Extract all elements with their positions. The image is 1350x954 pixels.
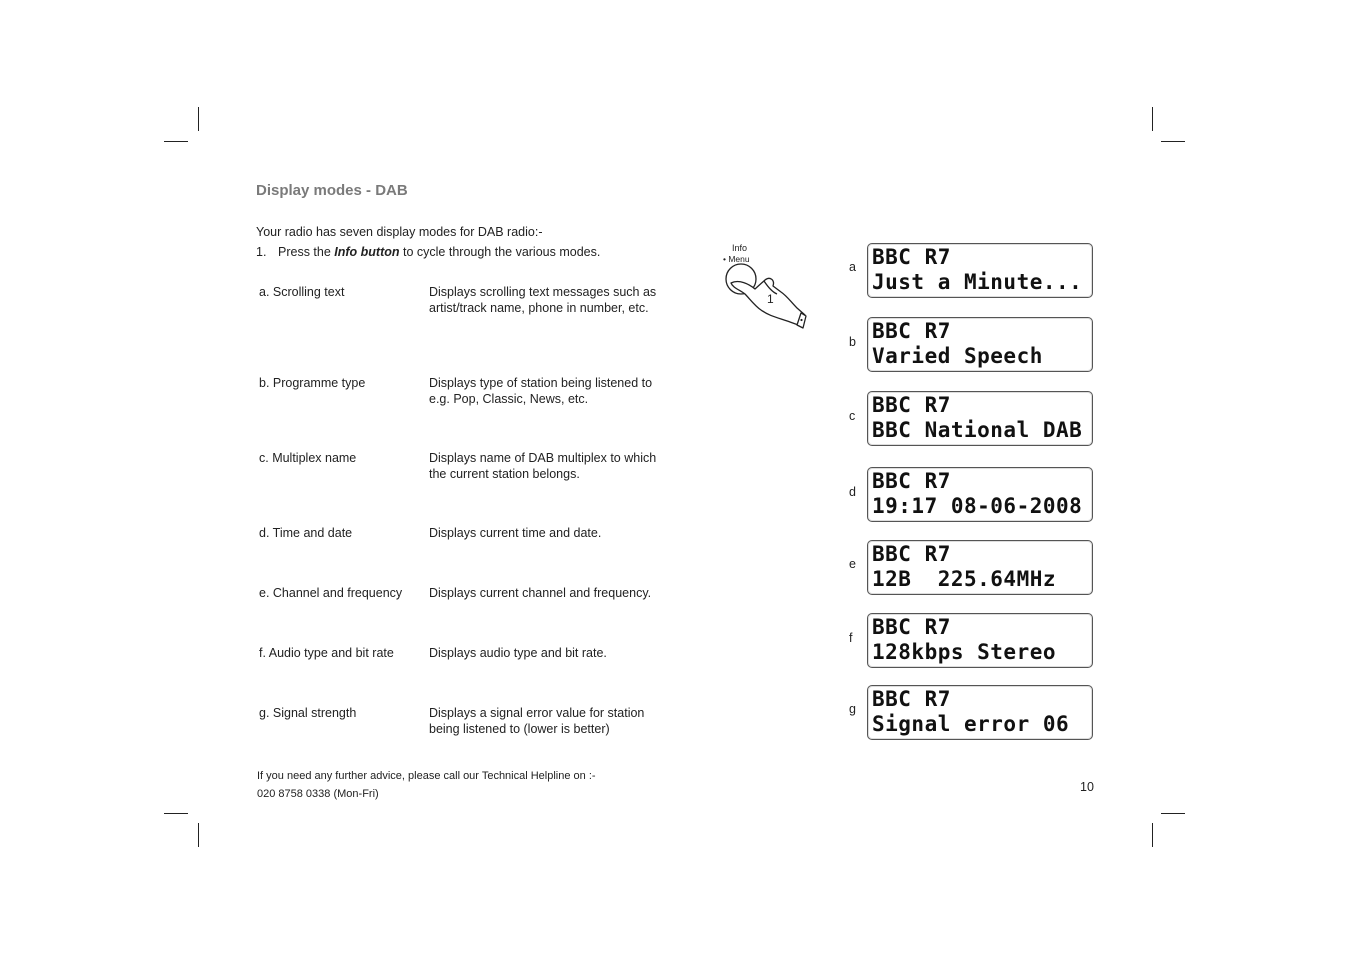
helpline-number: 020 8758 0338 (Mon-Fri)	[257, 788, 379, 800]
lcd-line-2: BBC National DAB	[872, 418, 1083, 442]
lcd-display-c	[867, 391, 1093, 446]
lcd-display-e	[867, 540, 1093, 595]
page-number: 10	[1080, 780, 1094, 794]
lcd-display-a	[867, 243, 1093, 298]
mode-description-f: Displays audio type and bit rate.	[429, 646, 607, 660]
crop-mark	[1161, 141, 1185, 142]
lcd-display-d	[867, 467, 1093, 522]
lcd-line-1: BBC R7	[872, 615, 951, 639]
cuff-dot-icon	[800, 319, 802, 321]
mode-description-e: Displays current channel and frequency.	[429, 586, 652, 600]
display-letter-d: d	[849, 485, 856, 499]
lcd-line-2: Varied Speech	[872, 344, 1043, 368]
step-text-before: Press the	[278, 245, 335, 259]
lcd-display-g	[867, 685, 1093, 740]
lcd-line-2: Signal error 06	[872, 712, 1070, 736]
mode-description-a: Displays scrolling text messages such as artist/track name, phone in number, etc.	[429, 285, 657, 315]
intro-text: Your radio has seven display modes for DAB radio:-	[256, 225, 543, 239]
mode-description-b: Displays type of station being listened to e.g. Pop, Classic, News, etc.	[429, 376, 653, 406]
lcd-line-1: BBC R7	[872, 245, 951, 269]
step-text-after: to cycle through the various modes.	[399, 245, 601, 259]
display-letter-b: b	[849, 335, 856, 349]
display-letter-a: a	[849, 260, 856, 274]
lcd-line-2: Just a Minute...	[872, 270, 1083, 294]
lcd-line-1: BBC R7	[872, 687, 951, 711]
mode-description-d: Displays current time and date.	[429, 526, 602, 540]
lcd-line-1: BBC R7	[872, 542, 951, 566]
instruction-step	[256, 245, 600, 259]
step-emphasis: Info button	[334, 245, 400, 259]
lcd-line-2: 128kbps Stereo	[872, 640, 1057, 664]
lcd-line-1: BBC R7	[872, 319, 951, 343]
page-title: Display modes - DAB	[256, 182, 408, 199]
helpline-text: If you need any further advice, please call our Technical Helpline on :-	[257, 770, 596, 782]
menu-button-label: • Menu	[723, 254, 750, 264]
display-letter-c: c	[849, 409, 856, 423]
lcd-line-2: 12B 225.64MHz	[872, 567, 1057, 591]
step-marker: 1	[767, 292, 774, 306]
info-button-illustration	[715, 240, 815, 335]
crop-mark	[1152, 107, 1153, 131]
info-button-label: Info	[732, 243, 748, 253]
display-letter-g: g	[849, 702, 856, 716]
crop-mark	[198, 107, 199, 131]
mode-label-c: c. Multiplex name	[259, 451, 357, 465]
crop-mark	[198, 823, 199, 847]
crop-mark	[164, 141, 188, 142]
mode-label-g: g. Signal strength	[259, 706, 357, 720]
crop-mark	[1161, 813, 1185, 814]
lcd-line-1: BBC R7	[872, 393, 951, 417]
lcd-line-1: BBC R7	[872, 469, 951, 493]
crop-mark	[1152, 823, 1153, 847]
crop-mark	[164, 813, 188, 814]
mode-label-a: a. Scrolling text	[259, 285, 345, 299]
lcd-line-2: 19:17 08-06-2008	[872, 494, 1083, 518]
mode-label-d: d. Time and date	[259, 526, 353, 540]
lcd-display-b	[867, 317, 1093, 372]
display-letter-f: f	[849, 631, 853, 645]
mode-label-e: e. Channel and frequency	[259, 586, 403, 600]
lcd-display-f	[867, 613, 1093, 668]
mode-label-f: f. Audio type and bit rate	[259, 646, 394, 660]
mode-description-g: Displays a signal error value for station being listened to (lower is better)	[429, 706, 645, 736]
step-number: 1.	[256, 245, 267, 259]
mode-description-c: Displays name of DAB multiplex to which the current station belongs.	[429, 451, 657, 481]
mode-label-b: b. Programme type	[259, 376, 366, 390]
display-letter-e: e	[849, 557, 856, 571]
